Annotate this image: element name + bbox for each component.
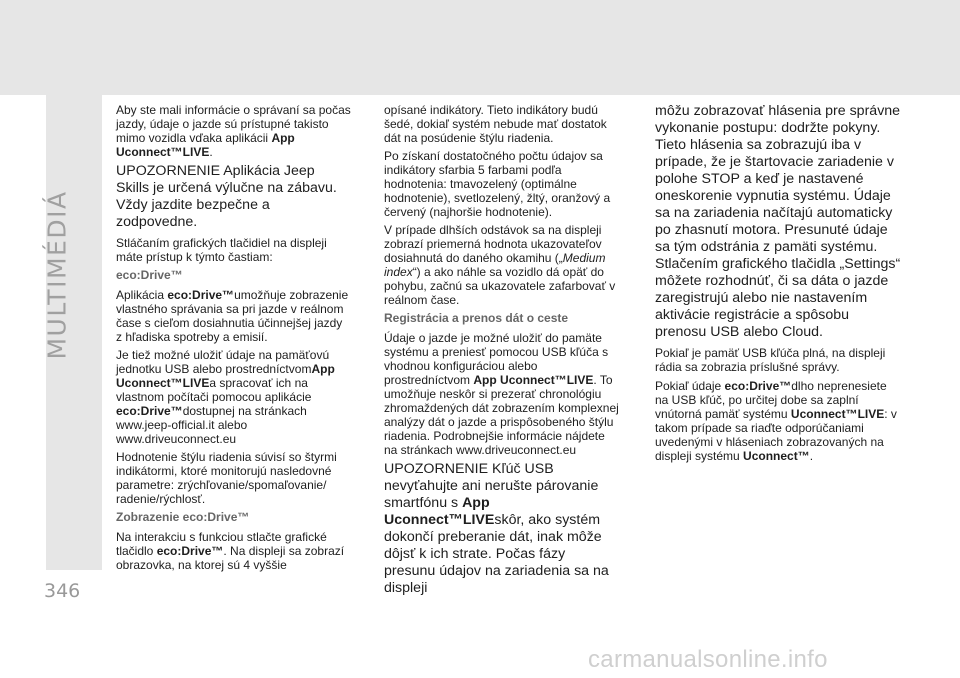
page-number: 346 <box>44 580 81 602</box>
paragraph: Stláčaním grafických tlačidiel na displeji máte prístup k týmto častiam: <box>116 236 327 265</box>
text-column-1 <box>116 103 351 576</box>
text-column-2 <box>384 103 619 602</box>
paragraph: opísané indikátory. Tieto indikátory budú šedé, dokiaľ systém nebude mať dostatok dát na posúdenie štýlu riadenia. <box>384 103 607 146</box>
warning-jeep-skills: UPOZORNENIE Aplikácia Jeep Skills je určená výlučne na zábavu. Vždy jazdite bezpečne a zodpovedne. <box>116 163 337 231</box>
header-band <box>0 0 960 95</box>
paragraph: V prípade dlhších odstávok sa na displeji zobrazí priemerná hodnota ukazovateľov dosiahnutá do daného okamihu („Medium index“) a ako náhle sa vozidlo dá opäť do pohybu, začnú sa ukazovatele zafarbovať v reálnom čase. <box>384 223 616 308</box>
heading-registration: Registrácia a prenos dát o ceste <box>384 311 569 326</box>
paragraph: Aby ste mali informácie o správaní sa počas jazdy, údaje o jazde sú prístupné takisto mimo vozidla vďaka aplikácii App Uconnect™LIVE. <box>116 103 351 160</box>
paragraph: Po získaní dostatočného počtu údajov sa indikátory sfarbia 5 farbami podľa hodnotenia: tmavozelený (optimálne hodnotenie), svetlozelený, žltý, oranžový a červený (najhoršie hodnotenie). <box>384 149 611 220</box>
warning-continuation: môžu zobrazovať hlásenia pre správne vykonanie postupu: dodržte pokyny. Tieto hlásenia sa zobrazujú iba v prípade, že je štartovacie zariadenie v polohe STOP a keď je nastavené oneskorenie vypnutia systému. Údaje sa na zariadenia načítajú automaticky po zhasnutí motora. Presunuté údaje sa tým odstránia z pamäti systému. Stlačením grafického tlačidla „Settings“ môžete rozhodnúť, či sa dáta o jazde zaregistrujú alebo nie nastavením aktivácie registrácie a spôsobu prenosu USB alebo Cloud. <box>655 103 901 341</box>
paragraph: Pokiaľ je pamäť USB kľúča plná, na displeji rádia sa zobrazia príslušné správy. <box>655 346 886 375</box>
paragraph: Pokiaľ údaje eco:Drive™dlho neprenesiete na USB kľúč, po určitej dobe sa zaplní vnútorná pamäť systému Uconnect™LIVE: v takom prípade sa riaďte odporúčaniami uvedenými v hláseniach zobrazovaných na displeji systému Uconnect™. <box>655 378 897 463</box>
heading-ecodrive: eco:Drive™ <box>116 268 183 283</box>
paragraph: Na interakciu s funkciou stlačte grafické tlačidlo eco:Drive™. Na displeji sa zobrazí obrazovka, na ktorej sú 4 vyššie <box>116 529 345 572</box>
heading-ecodrive-display: Zobrazenie eco:Drive™ <box>116 510 250 525</box>
paragraph: Hodnotenie štýlu riadenia súvisí so štyrmi indikátormi, ktoré monitorujú nasledovné parametre: zrýchľovanie/spomaľovanie/ radenie/rýchlosť. <box>116 450 337 507</box>
watermark: carmanualsonline.info <box>588 646 828 673</box>
paragraph: Je tiež možné uložiť údaje na pamäťovú jednotku USB alebo prostredníctvomApp Uconnect™LIVEa spracovať ich na vlastnom počítači pomocou aplikácie eco:Drive™dostupnej na stránkach www.jeep-official.it alebo www.driveuconnect.eu <box>116 347 335 447</box>
paragraph: Aplikácia eco:Drive™umožňuje zobrazenie vlastného správania sa pri jazde v reálnom čase s cieľom dosiahnutia účinnejšej jazdy z hľadiska spotreby a emisií. <box>116 287 349 344</box>
paragraph: Údaje o jazde je možné uložiť do pamäte systému a preniesť pomocou USB kľúča s vhodnou konfiguráciou alebo prostredníctvom App Uconnect™LIVE. To umožňuje neskôr si prezerať chronológiu zhromaždených dát zobrazením komplexnej analýzy dát o jazde a prispôsobeného štýlu riadenia. Podrobnejšie informácie nájdete na stránkach www.driveuconnect.eu <box>384 330 619 458</box>
warning-usb: UPOZORNENIE Kľúč USB nevyťahujte ani nerušte párovanie smartfónu s App Uconnect™LIVEskôr, ako systém dokončí preberanie dát, inak môže dôjsť k ich strate. Počas fázy presunu údajov na zariadenia sa na displeji <box>384 461 609 597</box>
text-column-3 <box>655 103 901 467</box>
section-title: MULTIMÉDIÁ <box>42 190 72 360</box>
